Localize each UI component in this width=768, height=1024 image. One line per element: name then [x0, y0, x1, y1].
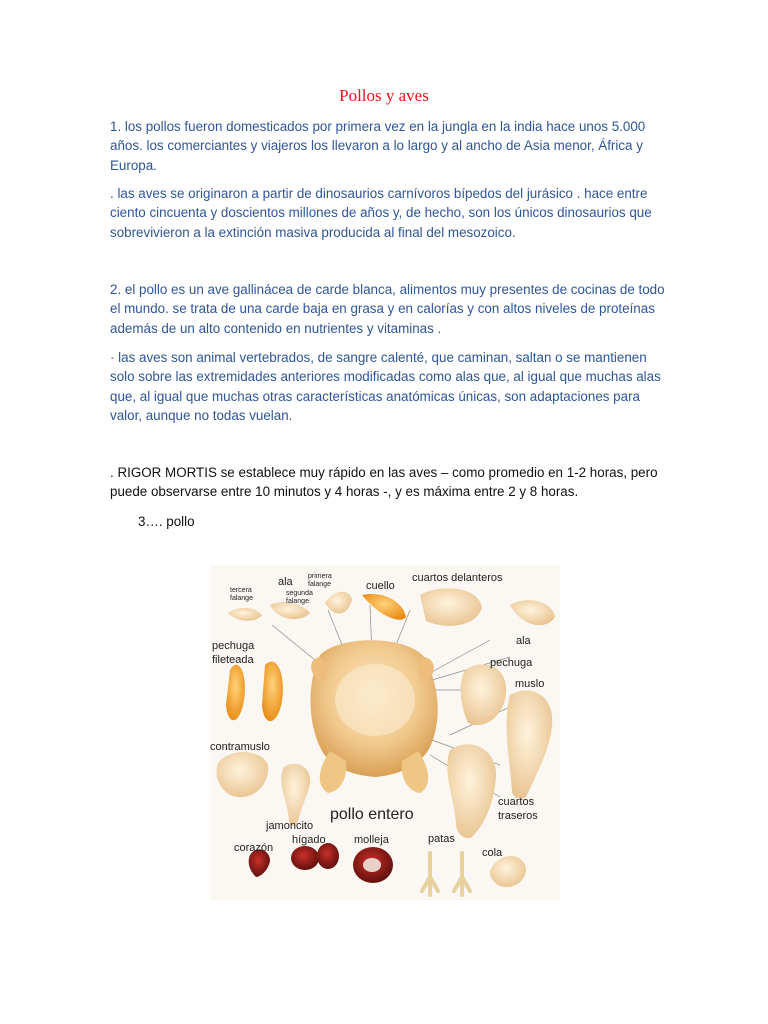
label-patas: patas [428, 833, 455, 845]
label-cola: cola [482, 847, 503, 859]
label-pechuga-fileteada-1: pechuga [212, 640, 255, 652]
label-pechuga-right: pechuga [490, 657, 533, 669]
label-tercera: tercera [230, 587, 252, 594]
label-ala-top: ala [278, 576, 293, 588]
chicken-cuts-figure [210, 565, 560, 900]
paragraph-domestication: 1. los pollos fueron domesticados por primera vez en la jungla en la india hace unos 5.000 años. los comerciantes y viajeros los llevaron a lo largo y al ancho de Asia menor, África y Europa. [110, 119, 646, 173]
label-jamoncito: jamoncito [266, 820, 314, 832]
label-muslo: muslo [515, 678, 545, 690]
whole-chicken-image [310, 640, 437, 793]
label-molleja: molleja [354, 834, 389, 846]
label-primera: primera [308, 573, 332, 580]
label-higado: hígado [292, 834, 326, 846]
label-primera-falange: falange [308, 581, 331, 588]
page-title: Pollos y aves [339, 86, 429, 105]
label-corazon: corazón [234, 842, 274, 854]
label-contramuslo: contramuslo [210, 741, 270, 753]
section-heading-pollo: 3…. pollo [138, 514, 195, 529]
paragraph-dinosaur-origin: . las aves se originaron a partir de dinosaurios carnívoros bípedos del jurásico . hace entre ciento cincuenta y doscientos millones de años y, de hecho, son los únicos dinosaurios que sobrevivieron a la extinción masiva producida al final del mesozoico. [110, 186, 652, 240]
paragraph-birds-description: · las aves son animal vertebrados, de sangre calenté, que caminan, saltan o se mantienen solo sobre las extremidades anteriores modificadas como alas que, al igual que muchas alas que, al igual que muchas otras características anatómicas únicas, son adaptaciones para valor, aunque no todas vuelan. [110, 350, 661, 423]
label-pollo-entero: pollo entero [330, 806, 414, 823]
label-cuartos-delanteros: cuartos delanteros [412, 572, 503, 584]
label-tercera-falange: falange [230, 595, 253, 602]
gizzard-image [353, 847, 393, 883]
label-cuartos-traseros-1: cuartos [498, 796, 535, 808]
label-ala-right: ala [516, 635, 531, 647]
paragraph-rigor-mortis: . RIGOR MORTIS se establece muy rápido en las aves – como promedio en 1-2 horas, pero puede observarse entre 10 minutos y 4 horas -, y es máxima entre 2 y 8 horas. [110, 465, 658, 500]
label-pechuga-fileteada-2: fileteada [212, 654, 254, 666]
label-cuello: cuello [366, 580, 395, 592]
label-segunda: segunda [286, 590, 313, 597]
label-segunda-falange: falange [286, 598, 309, 605]
paragraph-chicken-meat: 2. el pollo es un ave gallinácea de carde blanca, alimentos muy presentes de cocinas de todo el mundo. se trata de una carde baja en grasa y en calorías y con altos niveles de proteínas además de un alto contenido en nutrientes y vitaminas . [110, 282, 665, 336]
label-cuartos-traseros-2: traseros [498, 810, 538, 822]
